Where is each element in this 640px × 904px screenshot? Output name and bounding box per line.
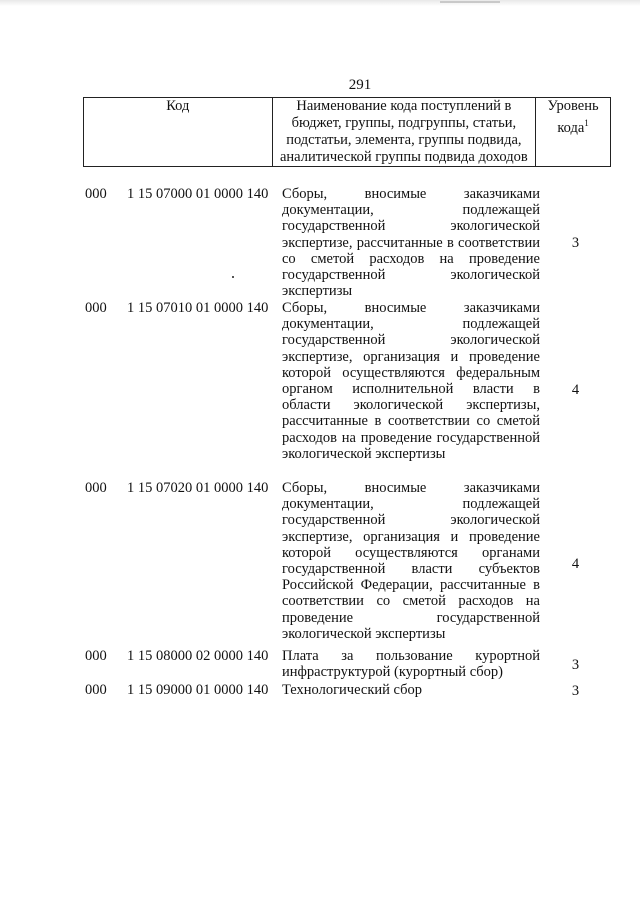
scan-edge: [0, 0, 640, 6]
header-level: Уровень кода$^1$: [536, 98, 611, 167]
table-row: [83, 186, 611, 300]
scan-artifact: [440, 1, 500, 3]
scan-speck: [232, 276, 234, 278]
table-row: [83, 480, 611, 648]
admin-code: 000: [85, 300, 107, 316]
header-code: Код: [84, 98, 273, 167]
revenue-code: 1 15 08000 02 0000 140: [127, 648, 269, 664]
table-row: [83, 648, 611, 682]
admin-code: 000: [85, 480, 107, 496]
table-body: [83, 186, 611, 700]
code-level: 3: [571, 234, 580, 251]
revenue-name: Сборы, вносимые заказчиками документации, подлежащей государственной экологической экспертизе, организация и проведение которой осуществляются федеральным органом исполнительной власти в области экологической экспертизы, рассчитанные в соответствии со сметой расходов на проведение государственной экологической экспертизы: [282, 300, 540, 462]
code-level: 3: [571, 682, 580, 699]
revenue-name: Технологический сбор: [282, 682, 423, 698]
table-row: [83, 300, 611, 480]
code-level: 4: [571, 381, 580, 398]
code-level: 3: [571, 656, 580, 673]
revenue-code: 1 15 07000 01 0000 140: [127, 186, 269, 202]
revenue-code: 1 15 07020 01 0000 140: [127, 480, 269, 496]
table-header: [83, 97, 611, 167]
revenue-code: 1 15 09000 01 0000 140: [127, 682, 269, 698]
table-row: [83, 682, 611, 700]
admin-code: 000: [85, 186, 107, 202]
admin-code: 000: [85, 648, 107, 664]
revenue-name: Сборы, вносимые заказчиками документации, подлежащей государственной экологической экспертизе, организация и проведение которой осуществляются органами государственной власти субъектов Российской Федерации, рассчитанные в соответствии со сметой расходов на проведение государственной экологической экспертизы: [282, 480, 540, 642]
code-level: 4: [571, 555, 580, 572]
revenue-name: Плата за пользование курортной инфраструктурой (курортный сбор): [282, 648, 540, 681]
page-number: 291: [348, 77, 372, 93]
admin-code: 000: [85, 682, 107, 698]
footnote-mark: 1: [584, 118, 589, 128]
revenue-name: Сборы, вносимые заказчиками документации, подлежащей государственной экологической экспертизе, рассчитанные в соответствии со сметой расходов на проведение государственной экологической экспертизы: [282, 186, 540, 300]
revenue-code: 1 15 07010 01 0000 140: [127, 300, 269, 316]
header-name: Наименование кода поступлений в бюджет, группы, подгруппы, статьи, подстатьи, элемента, группы подвида, аналитической группы подвида доходов: [272, 98, 536, 167]
